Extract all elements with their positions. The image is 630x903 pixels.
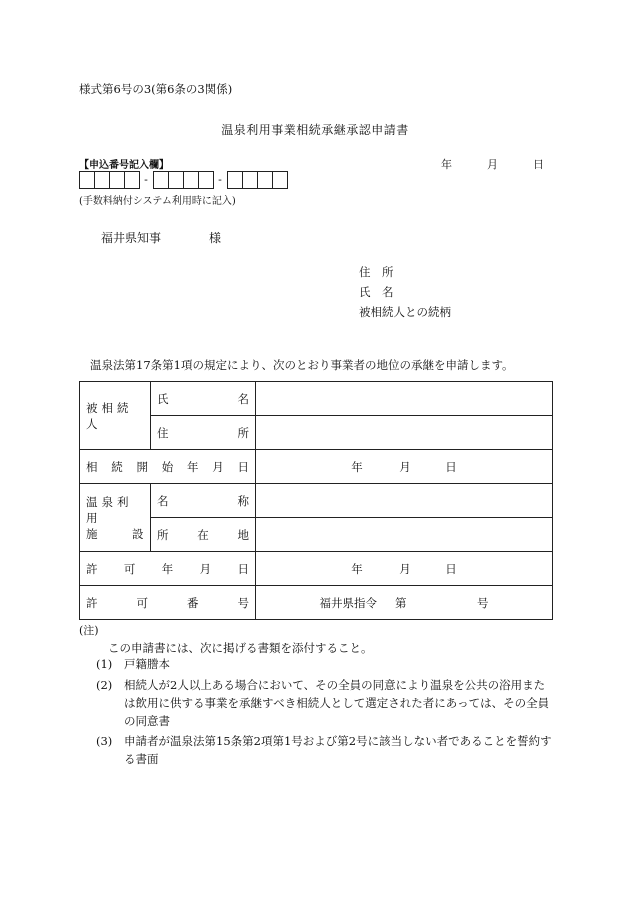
permit-date-label-cell (80, 552, 256, 586)
label-char: 相 (86, 459, 98, 474)
digit-box[interactable] (183, 171, 199, 189)
date-year-label: 年 (441, 158, 452, 171)
date-year: 年 (351, 459, 363, 474)
facility-location-label-cell (151, 518, 256, 552)
label-char: 日 (237, 459, 249, 474)
permit-prefix: 福井県指令 (319, 595, 377, 610)
date-month: 月 (399, 561, 411, 576)
decedent-name-field[interactable] (256, 382, 553, 416)
application-number-boxes (79, 171, 287, 189)
note-item-number: (1) (96, 657, 113, 671)
digit-box[interactable] (124, 171, 140, 189)
note-item-number: (2) (96, 678, 113, 692)
applicant-relation-label: 被相続人との続柄 (359, 305, 451, 319)
label-char: 住 (157, 425, 169, 440)
decedent-address-field[interactable] (256, 416, 553, 450)
addressee-name: 福井県知事 (101, 231, 162, 245)
label-char: 名 (237, 391, 249, 406)
note-item (96, 655, 170, 673)
inheritance-date-field[interactable] (256, 450, 553, 484)
digit-box[interactable] (272, 171, 288, 189)
separator: - (144, 173, 148, 186)
application-table (79, 381, 553, 620)
label-char: 年 (161, 561, 174, 576)
label-char: 名 (157, 493, 169, 508)
date-year: 年 (351, 561, 363, 576)
digit-box[interactable] (198, 171, 214, 189)
facility-name-field[interactable] (256, 484, 553, 518)
facility-location-field[interactable] (256, 518, 553, 552)
applicant-name-label: 氏 名 (359, 285, 394, 299)
label-char: 称 (237, 493, 249, 508)
date-month: 月 (399, 459, 411, 474)
permit-number-label-cell (80, 586, 256, 620)
decedent-label-cell (80, 382, 151, 450)
note-item (96, 676, 552, 730)
label-char: 月 (212, 459, 224, 474)
digit-box[interactable] (257, 171, 273, 189)
label-char: 地 (237, 527, 249, 542)
label-char: 許 (86, 561, 98, 576)
label-char: 可 (136, 595, 148, 610)
digit-box[interactable] (79, 171, 95, 189)
date-day: 日 (445, 561, 457, 576)
inheritance-date-label-cell (80, 450, 256, 484)
permit-date-field[interactable] (256, 552, 553, 586)
label-char: 許 (86, 595, 98, 610)
digit-box[interactable] (109, 171, 125, 189)
name-label-cell (151, 382, 256, 416)
application-date (441, 156, 544, 172)
label-char: 日 (237, 561, 249, 576)
notes-heading: (注) (79, 624, 99, 637)
digit-box[interactable] (94, 171, 110, 189)
notes-intro: この申請書には、次に掲げる書類を添付すること。 (108, 641, 373, 655)
facility-label-2: 施 設 (86, 526, 144, 541)
label-char: 続 (111, 459, 123, 474)
label-char: 始 (161, 459, 174, 474)
digit-box[interactable] (153, 171, 169, 189)
permit-number-field[interactable] (256, 586, 553, 620)
address-label-cell (151, 416, 256, 450)
document-title: 温泉利用事業相続承継承認申請書 (221, 123, 409, 137)
facility-name-label-cell (151, 484, 256, 518)
date-day: 日 (445, 459, 457, 474)
note-item-text: 相続人が2人以上ある場合において、その全員の同意により温泉を公共の浴用または飲用に供する事業を承継すべき相続人として選定された者にあっては、その全員の同意書 (124, 678, 550, 728)
label-char: 在 (197, 527, 209, 542)
digit-box[interactable] (227, 171, 243, 189)
digit-box[interactable] (242, 171, 258, 189)
intro-text: 温泉法第17条第1項の規定により、次のとおり事業者の地位の承継を申請します。 (90, 358, 514, 372)
decedent-label: 被相続人 (86, 400, 133, 431)
label-char: 開 (136, 459, 148, 474)
facility-label-cell (80, 484, 151, 552)
label-char: 氏 (157, 391, 169, 406)
note-item-text: 申請者が温泉法第15条第2項第1号および第2号に該当しない者であることを誓約する書面 (124, 734, 552, 766)
addressee (101, 229, 221, 246)
label-char: 所 (157, 527, 169, 542)
permit-go: 号 (477, 595, 489, 610)
addressee-honorific: 様 (209, 231, 222, 245)
permit-dai: 第 (395, 595, 407, 610)
label-char: 可 (123, 561, 136, 576)
label-char: 号 (237, 595, 249, 610)
note-item-number: (3) (96, 734, 113, 748)
applicant-address-label: 住 所 (359, 265, 394, 279)
date-day-label: 日 (533, 158, 544, 171)
separator: - (218, 173, 222, 186)
form-number: 様式第6号の3(第6条の3関係) (79, 82, 233, 96)
label-char: 所 (237, 425, 249, 440)
note-item-text: 戸籍謄本 (124, 657, 170, 671)
application-number-note: (手数料納付システム利用時に記入) (79, 196, 236, 207)
date-month-label: 月 (487, 158, 498, 171)
facility-label-1: 温泉利用 (86, 494, 133, 525)
digit-box[interactable] (168, 171, 184, 189)
label-char: 番 (187, 595, 199, 610)
application-number-label: 【申込番号記入欄】 (79, 160, 169, 171)
note-item (96, 732, 552, 768)
label-char: 年 (187, 459, 199, 474)
label-char: 月 (199, 561, 212, 576)
